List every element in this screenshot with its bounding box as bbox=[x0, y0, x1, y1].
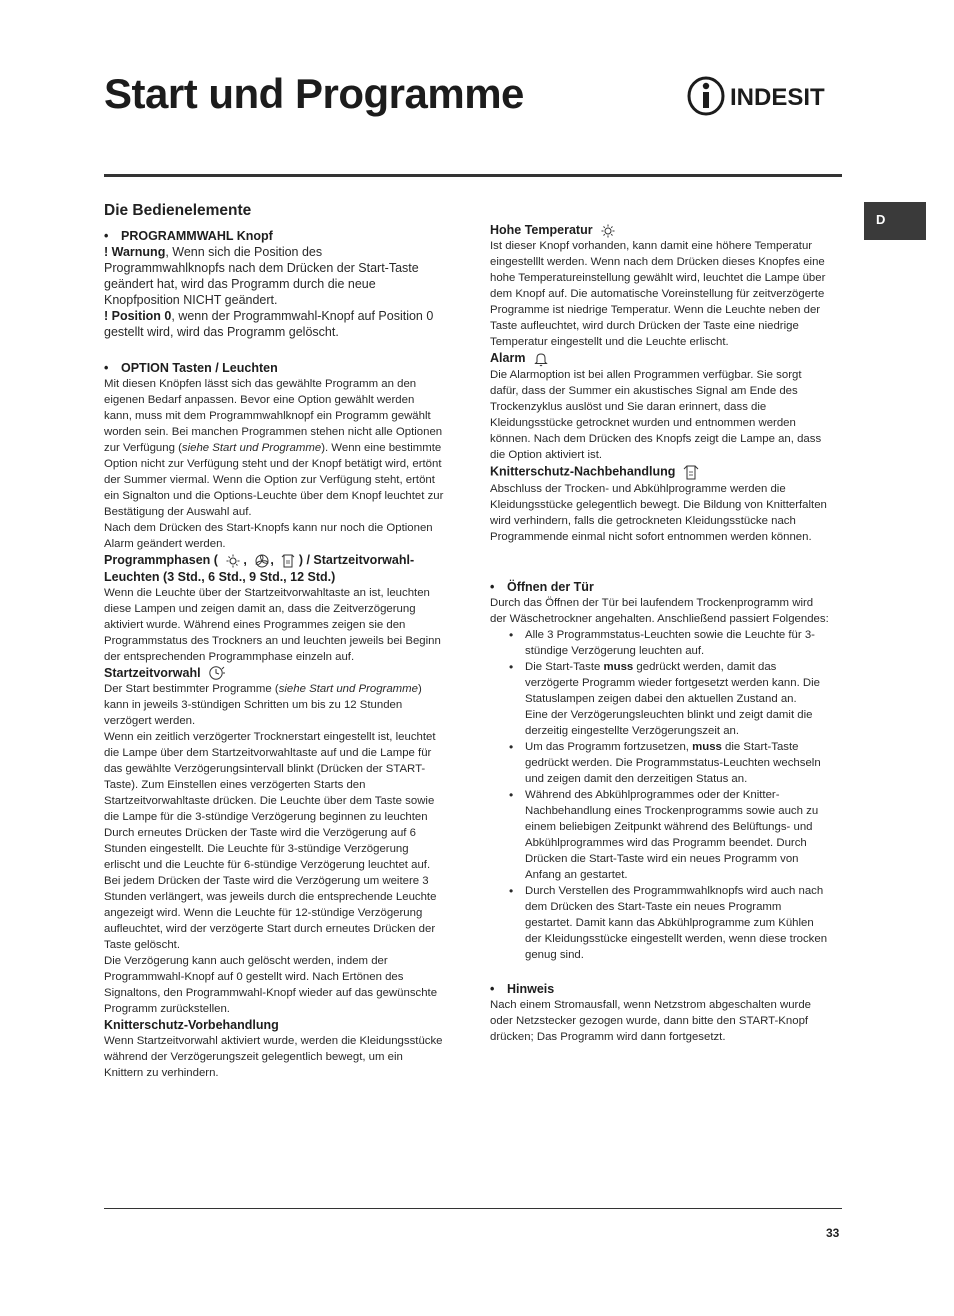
startzeit-text: Der Start bestimmter Programme (siehe Start und Programme) kann in jeweils 3-stündigen Schritten um bis zu 12 Stunden verzögert werden. bbox=[104, 683, 422, 728]
option-text-2: Nach dem Drücken des Start-Knopfs kann nur noch die Optionen Alarm geändert werden. bbox=[104, 522, 433, 550]
phasen-text: Wenn die Leuchte über der Startzeitvorwahltaste an ist, leuchten diese Lampen und zeigen damit an, dass die Zeitverzögerung aktiviert wurde. Während eines Programmes zeigen sie den Programmstatus des Trockners an und leuchten jeweils bei Beginn der entsprechenden Programmphase einzeln auf. bbox=[104, 586, 441, 663]
anti-crease-icon bbox=[281, 553, 295, 569]
option-heading: • OPTION Tasten / Leuchten bbox=[104, 361, 278, 375]
alarm-heading: Alarm bbox=[490, 350, 830, 367]
list-item: • Durch Verstellen des Programmwahlknopfs wird auch nach dem Drücken des Start-Taste ein neues Programm gestartet. Damit kann das Abkühlprogramme zum Kühlen der Kleidungsstücke eingestellt werden, wenn diese trocken genug sind. bbox=[490, 883, 830, 963]
anti-crease-icon bbox=[683, 463, 699, 481]
knitter-nach-heading: Knitterschutz-Nachbehandlung bbox=[490, 463, 830, 481]
page-number: 33 bbox=[826, 1226, 840, 1240]
tuer-heading: • Öffnen der Tür bbox=[490, 579, 594, 594]
fan-cooling-icon bbox=[254, 554, 270, 568]
phasen-heading-2: Leuchten (3 Std., 6 Std., 9 Std., 12 Std.) bbox=[104, 569, 336, 584]
list-item: • Während des Abkühlprogrammes oder der Knitter-Nachbehandlung eines Trockenprogramms sowie auch zu einem beliebigen Zeitpunkt während des Belüftungs- und Abkühlprogrammes wird das Programm beendet. Durch Drücken die Start-Taste wird ein neues Programm von Anfang an gestartet. bbox=[490, 787, 830, 883]
svg-text:INDESIT: INDESIT bbox=[730, 84, 825, 111]
tuer-intro: Durch das Öffnen der Tür bei laufendem Trockenprogramm wird der Wäschetrockner angehalten. Anschließend passiert Folgendes: bbox=[490, 596, 829, 625]
knitter-vor-text: Wenn Startzeitvorwahl aktiviert wurde, werden die Kleidungsstücke während der Verzögerungszeit gelegentlich bewegt, um ein Knittern zu verhindern. bbox=[104, 1035, 443, 1080]
hohe-heading: Hohe Temperatur bbox=[490, 222, 830, 238]
sun-high-temp-icon bbox=[600, 224, 616, 238]
hinweis-heading: • Hinweis bbox=[490, 981, 555, 996]
header-rule bbox=[104, 174, 842, 177]
programmwahl-warning: ! Warnung, Wenn sich die Position des Programmwahlknopfs nach dem Drücken der Start-Taste geändert hat, wird das Programm durch die neue Knopfposition NICHT geändert. bbox=[104, 245, 419, 307]
tuer-list bbox=[490, 627, 830, 963]
section-title: Die Bedienelemente bbox=[104, 202, 252, 219]
right-column bbox=[490, 222, 830, 1045]
startzeit-heading: Startzeitvorwahl bbox=[104, 665, 444, 682]
programmwahl-position: ! Position 0, wenn der Programmwahl-Knopf auf Position 0 gestellt wird, wird das Programm gelöscht. bbox=[104, 309, 434, 339]
list-item: • Alle 3 Programmstatus-Leuchten sowie die Leuchte für 3-stündige Verzögerung leuchten auf. bbox=[490, 627, 830, 659]
option-text: Mit diesen Knöpfen lässt sich das gewählte Programm an den eigenen Bedarf anpassen. Bevor eine Option gewählt werden kann, muss mit dem Programmwahlknopf ein Programm gewählt worden sein. Bei manchen Programmen stehen nicht alle Optionen zur Verfügung (siehe Start und Programme). Wenn eine bestimmte Option nicht zur Verfügung steht und der Knopf betätigt wird, ertönt der Summer viermal. Wenn die Option zur Verfügung steht, ertönt ein Signalton und die Options-Leuchte über dem Knopf leuchtet zur Bestätigung der Auswahl auf. bbox=[104, 378, 444, 518]
delay-timer-icon bbox=[208, 665, 226, 681]
hinweis-text: Nach einem Stromausfall, wenn Netzstrom abgeschalten wurde oder Netzstecker gezogen wurde, dann bitte den START-Knopf drücken; Das Programm wird dann fortgesetzt. bbox=[490, 998, 811, 1043]
startzeit-text-3: Die Verzögerung kann auch gelöscht werden, indem der Programmwahl-Knopf auf 0 gestellt wird. Nach Ertönen des Signaltons, den Programmwahl-Knopf wieder auf das gewünschte Programm zurückstellen. bbox=[104, 955, 438, 1016]
indesit-logo bbox=[686, 76, 846, 116]
knitter-nach-text: Abschluss der Trocken- und Abkühlprogramme werden die Kleidungsstücke gelegentlich bewegt. Die Bildung von Knitterfalten wird verhindern, falls die getrockneten Kleidungsstücke nach Programmende einmal nicht sofort entnommen werden können. bbox=[490, 482, 827, 543]
bell-icon bbox=[533, 351, 549, 367]
startzeit-text-2: Wenn ein zeitlich verzögerter Trocknerstart eingestellt ist, leuchtet die Lampe über dem Startzeitvorwahltaste auf und die Lampe für das gewählte Verzögerungsintervall blinkt (Drücken der START- Taste). Zum Einstellen eines verzögerten Starts den Startzeitvorwahltaste drücken. Die Leuchte über dem Taste sowie die Lampe für die 3-stündige Verzögerung beginnen zu leuchten Durch erneutes Drücken der Taste wird die Verzögerung auf 6 Stunden eingestellt. Die Leuchte für 3-stündige Verzögerung erlischt und die Leuchte für 6-stündige Verzögerung leuchtet auf. Bei jedem Drücken der Taste wird die Verzögerung um weitere 3 Stunden verlängert, was jeweils durch die entsprechende Leuchte angezeigt wird. Wenn die Leuchte für 12-stündige Verzögerung aufleuchtet, wird der verzögerte Start durch erneutes Drücken der Taste gelöscht. bbox=[104, 731, 437, 952]
alarm-text: Die Alarmoption ist bei allen Programmen verfügbar. Sie sorgt dafür, dass der Summer ein akustisches Signal am Ende des Trockenzyklus auslöst und Sie daran erinnert, dass die Kleidungsstücke getrocknet wurden und entnommen werden können. Nach dem Drücken des Knopfs zeigt die Lampe an, dass die Option aktiviert ist. bbox=[490, 368, 822, 461]
footer-rule bbox=[104, 1208, 842, 1209]
sun-drying-icon bbox=[225, 554, 243, 568]
phasen-heading: Programmphasen ( , , ) / Startzeitvorwahl- bbox=[104, 553, 415, 567]
list-item: • Die Start-Taste muss gedrückt werden, damit das verzögerte Programm wieder fortgesetzt werden kann. Die Statuslampen zeigen dabei den aktuellen Zustand an. Eine der Verzögerungsleuchten blinkt und zeigt damit die derzeitig eingestellte Verzögerungszeit an. bbox=[490, 659, 830, 739]
language-tab: D bbox=[864, 202, 926, 240]
knitter-vor-heading: Knitterschutz-Vorbehandlung bbox=[104, 1018, 279, 1033]
programmwahl-heading: • PROGRAMMWAHL Knopf bbox=[104, 229, 273, 243]
page-title: Start und Programme bbox=[104, 70, 524, 117]
list-item: • Um das Programm fortzusetzen, muss die Start-Taste gedrückt werden. Die Programmstatus-Leuchten wechseln und zeigen damit den derzeitigen Status an. bbox=[490, 739, 830, 787]
left-column bbox=[104, 202, 444, 1081]
hohe-text: Ist dieser Knopf vorhanden, kann damit eine höhere Temperatur eingestelllt werden. Wenn nach dem Drücken dieses Knopfes eine hohe Temperatureinstellung gewählt wird, leuchtet die Lampe über dem Knopf auf. Die automatische Voreinstellung für zeitverzögerte Programme ist niedrige Temperatur. Wenn die Leuchte neben der Taste aufleuchtet, wird durch Drücken der Taste eine niedrige Temperatur eingestellt und die Leuchte erlischt. bbox=[490, 240, 826, 348]
